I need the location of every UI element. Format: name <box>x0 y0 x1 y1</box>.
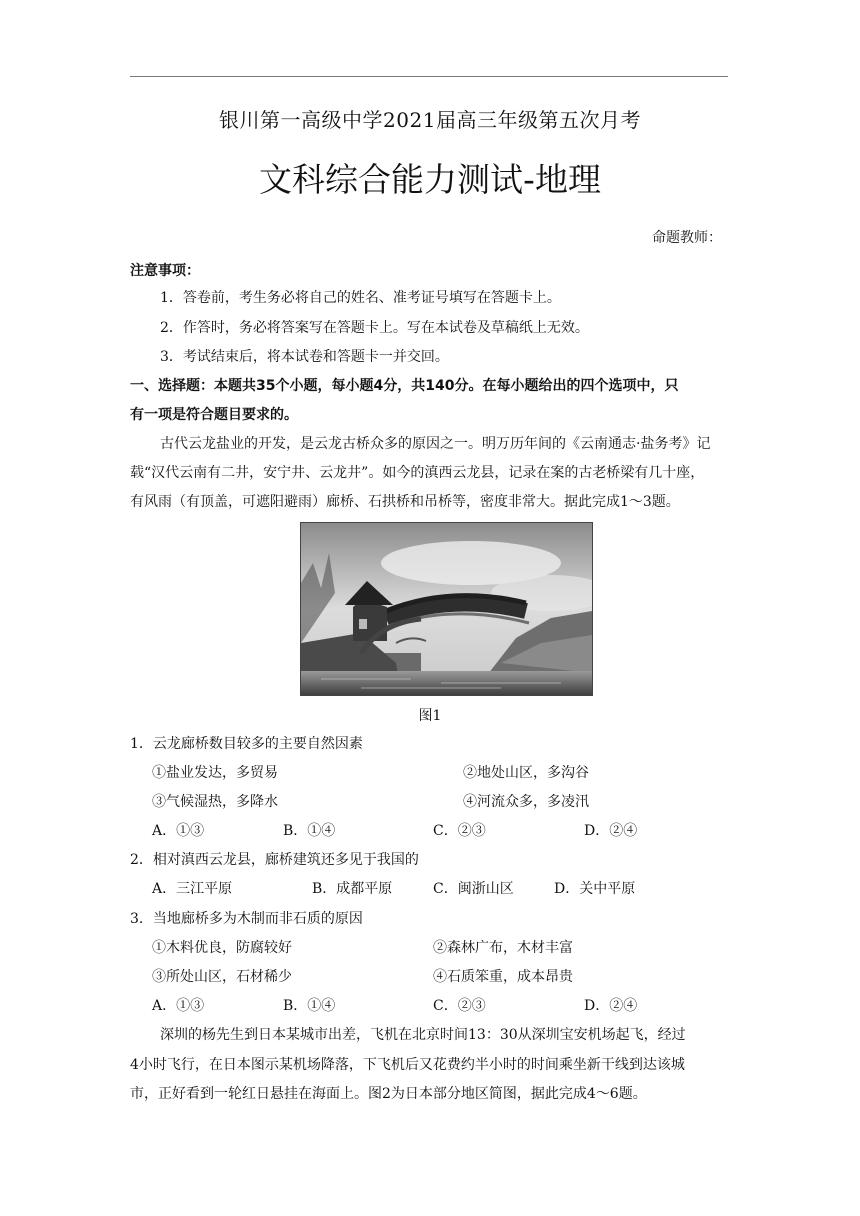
statement-option: ③气候湿热，多降水 <box>152 794 278 810</box>
passage-line: 古代云龙盐业的开发，是云龙古桥众多的原因之一。明万历年间的《云南通志·盐务考》记 <box>160 436 711 452</box>
notice-item: 1．答卷前，考生务必将自己的姓名、准考证号填写在答题卡上。 <box>160 290 561 306</box>
figure-caption: 图1 <box>418 708 442 724</box>
exam-title: 文科综合能力测试-地理 <box>259 160 601 199</box>
passage-line: 深圳的杨先生到日本某城市出差，飞机在北京时间13：30从深圳宝安机场起飞，经过 <box>160 1027 686 1043</box>
statement-option: ③所处山区，石材稀少 <box>152 969 292 985</box>
statement-option: ④河流众多，多凌汛 <box>463 794 589 810</box>
notice-heading: 注意事项： <box>130 263 200 279</box>
passage-line: 有风雨（有顶盖，可遮阳避雨）廊桥、石拱桥和吊桥等，密度非常大。据此完成1～3题。 <box>130 494 680 510</box>
notice-item: 2．作答时，务必将答案写在答题卡上。写在本试卷及草稿纸上无效。 <box>160 320 589 336</box>
statement-option: ④石质笨重，成本昂贵 <box>433 969 573 985</box>
passage-line: 4小时飞行，在日本图示某机场降落，下飞机后又花费约半小时的时间乘坐新干线到达该城 <box>130 1057 685 1073</box>
section-heading-cont: 有一项是符合题目要求的。 <box>130 407 298 423</box>
covered-bridge-photo <box>300 522 593 696</box>
statement-option: ①盐业发达，多贸易 <box>152 765 278 781</box>
passage-line: 载“汉代云南有二井，安宁井、云龙井”。如今的滇西云龙县，记录在案的古老桥梁有几十座， <box>130 465 705 481</box>
answer-choice-d: D．②④ <box>584 823 638 839</box>
answer-choice-d: D．关中平原 <box>554 881 636 897</box>
answer-choice-b: B．①④ <box>283 998 336 1014</box>
answer-choice-b: B．①④ <box>283 823 336 839</box>
statement-option: ②森林广布，木材丰富 <box>433 940 573 956</box>
answer-choice-a: A．①③ <box>152 998 205 1014</box>
question-stem: 1．云龙廊桥数目较多的主要自然因素 <box>130 736 363 752</box>
answer-choice-c: C．②③ <box>433 823 486 839</box>
answer-choice-d: D．②④ <box>584 998 638 1014</box>
section-heading: 一、选择题：本题共35个小题，每小题4分，共140分。在每小题给出的四个选项中，只 <box>130 378 679 394</box>
question-stem: 3．当地廊桥多为木制而非石质的原因 <box>130 911 363 927</box>
answer-choice-b: B．成都平原 <box>312 881 393 897</box>
answer-choice-c: C．②③ <box>433 998 486 1014</box>
question-stem: 2．相对滇西云龙县，廊桥建筑还多见于我国的 <box>130 852 419 868</box>
header-rule <box>130 76 728 77</box>
notice-item: 3．考试结束后，将本试卷和答题卡一并交回。 <box>160 349 449 365</box>
school-exam-line: 银川第一高级中学2021届高三年级第五次月考 <box>219 108 641 132</box>
bridge-photo-graphic <box>301 523 592 695</box>
statement-option: ②地处山区，多沟谷 <box>463 765 589 781</box>
answer-choice-a: A．①③ <box>152 823 205 839</box>
answer-choice-c: C．闽浙山区 <box>433 881 514 897</box>
teacher-label: 命题教师： <box>652 230 722 246</box>
passage-line: 市，正好看到一轮红日悬挂在海面上。图2为日本部分地区简图，据此完成4～6题。 <box>130 1086 647 1102</box>
statement-option: ①木料优良，防腐较好 <box>152 940 292 956</box>
answer-choice-a: A．三江平原 <box>152 881 233 897</box>
